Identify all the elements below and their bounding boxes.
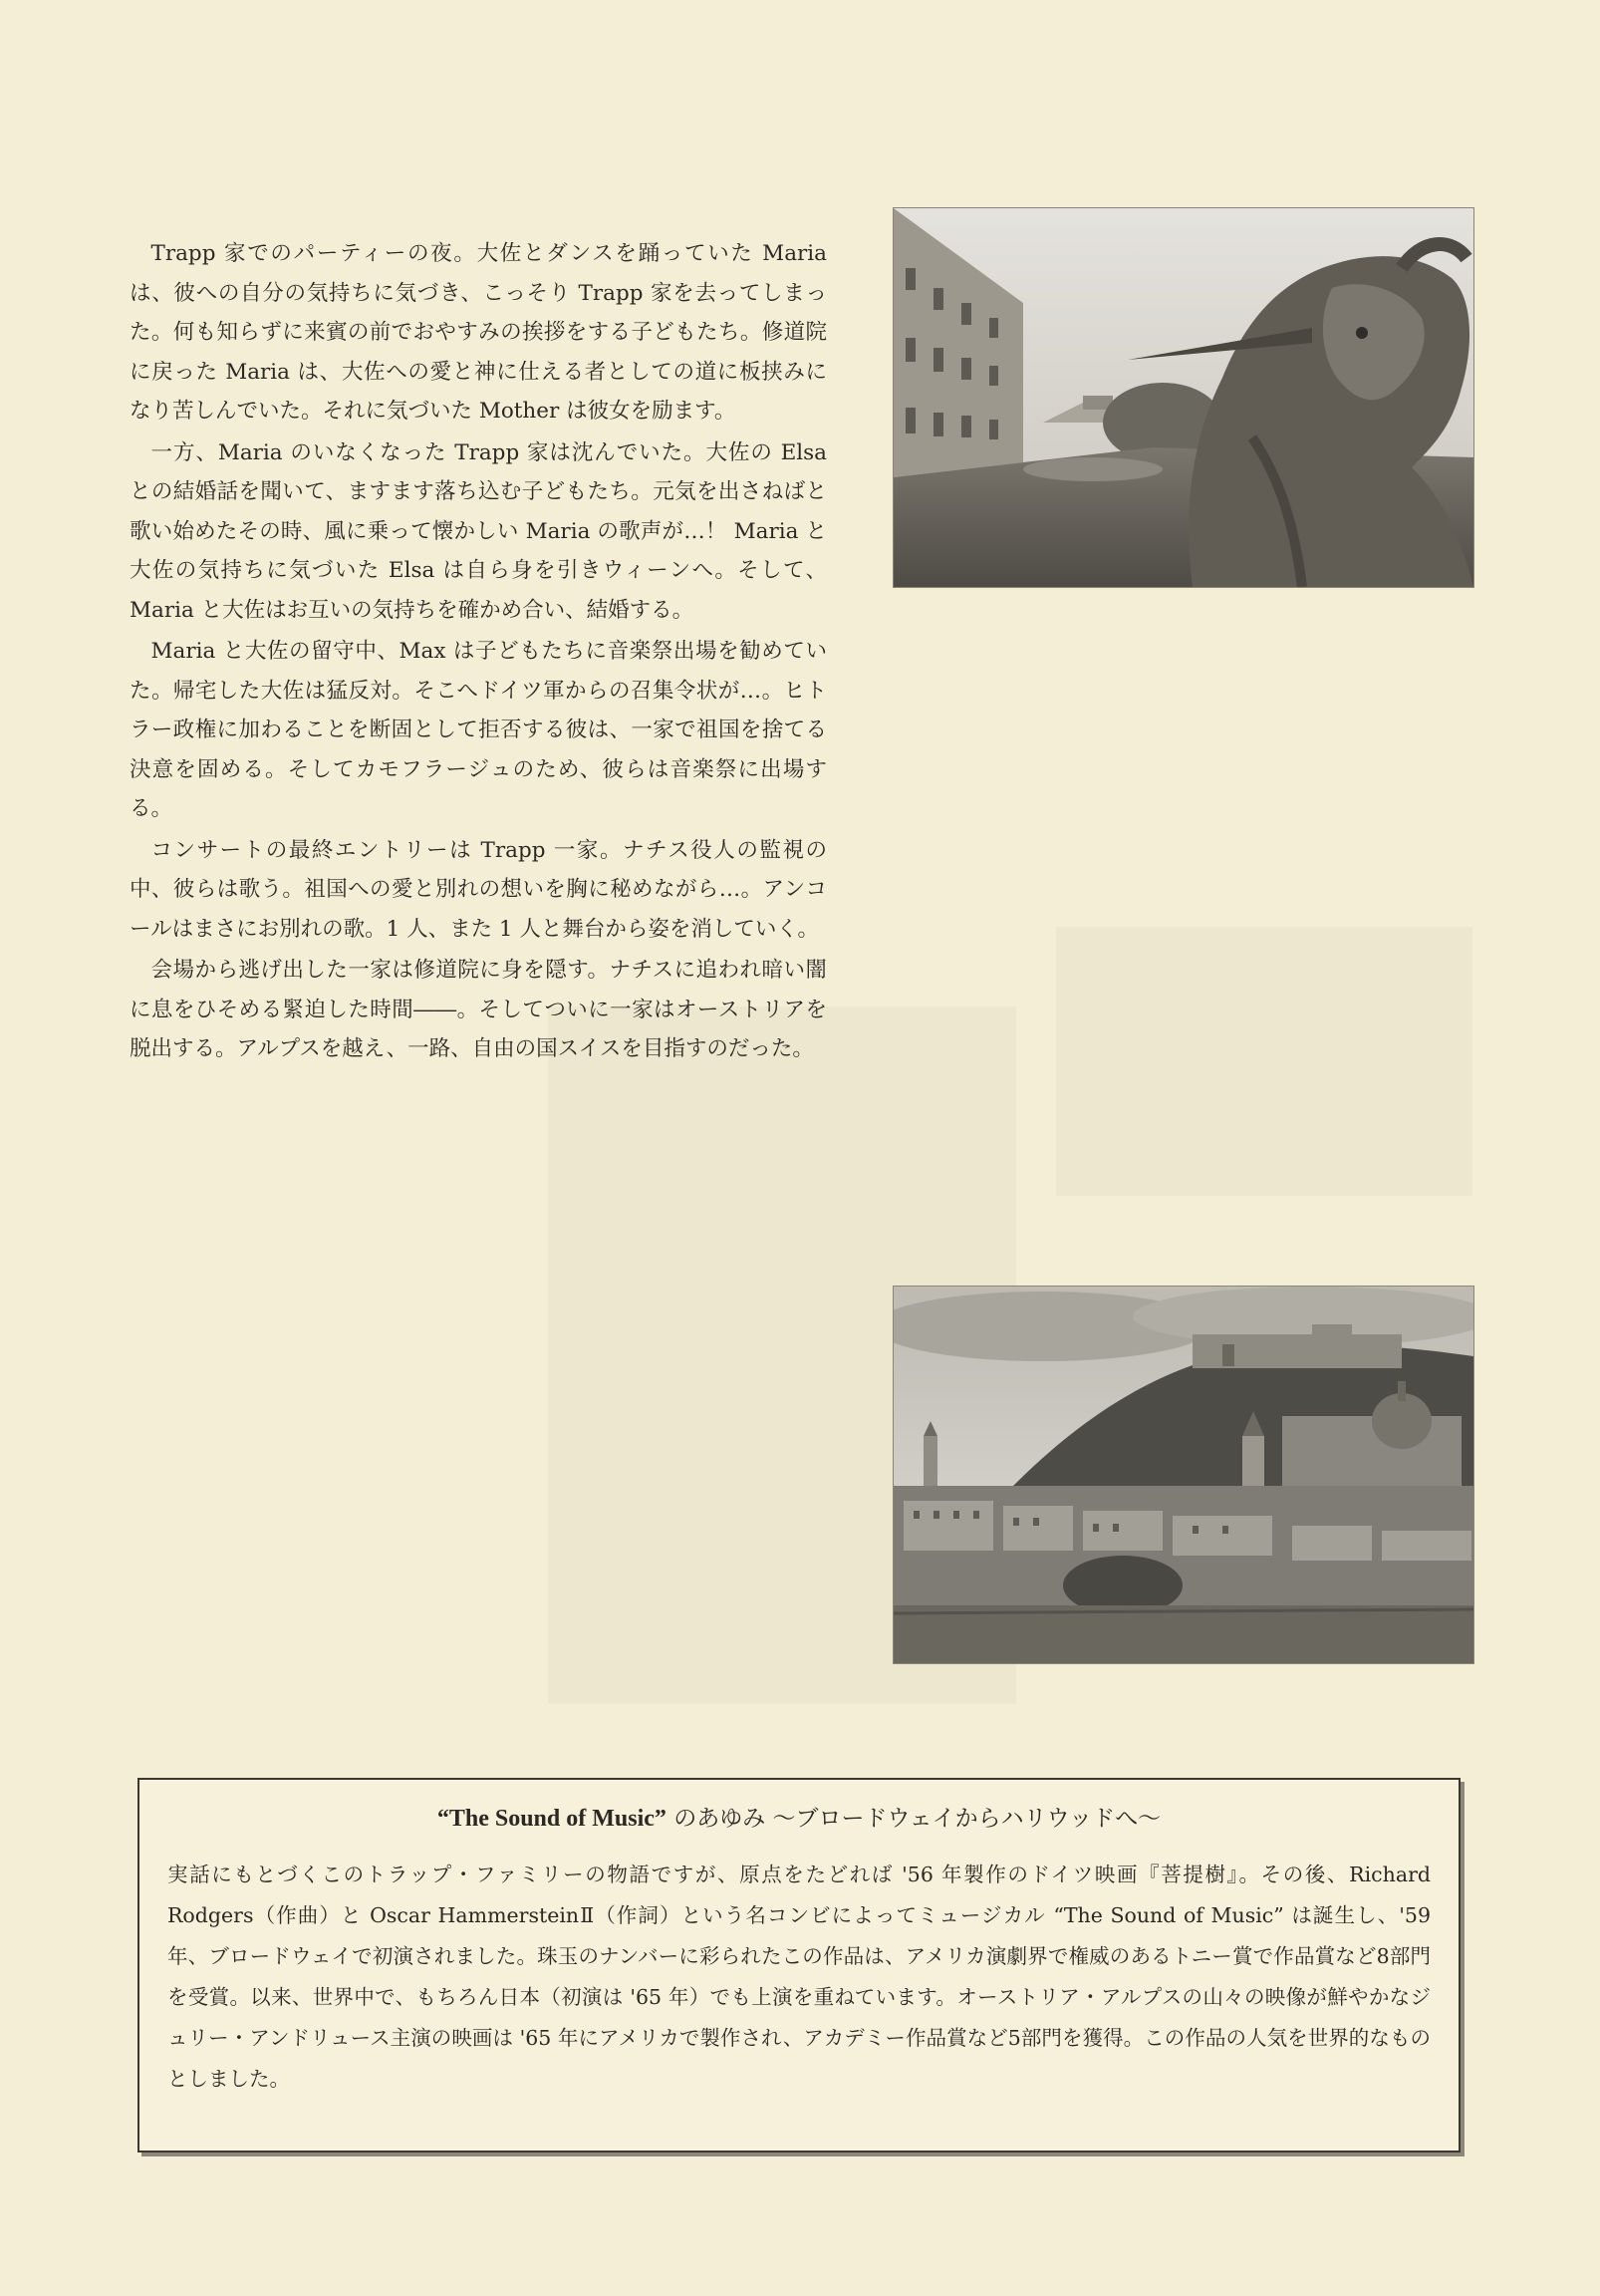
bleed-through-block <box>1056 927 1472 1196</box>
unicorn-statue-photo <box>893 207 1474 588</box>
synopsis-paragraph: 会場から逃げ出した一家は修道院に身を隠す。ナチスに追われ暗い闇に息をひそめる緊迫した時間――。そしてついに一家はオーストリアを脱出する。アルプスを越え、一路、自由の国スイスを目指すのだった。 <box>130 958 827 1061</box>
history-box-body: 実話にもとづくこのトラップ・ファミリーの物語ですが、原点をたどれば '56 年製作のドイツ映画『菩提樹』。その後、Richard Rodgers（作曲）と Oscar HammersteinⅡ（作詞）という名コンビによってミュージカル “The Sound of Music” は誕生し、'59 年、ブロードウェイで初演されました。珠玉のナンバーに彩られたこの作品は、アメリカ演劇界で権威のあるトニー賞で作品賞など8部門を受賞。以来、世界中で、もちろん日本（初演は '65 年）でも上演を重ねています。オーストリア・アルプスの山々の映像が鮮やかなジュリー・アンドリュース主演の映画は '65 年にアメリカで製作され、アカデミー作品賞など5部門を獲得。この作品の人気を世界的なものとしました。 <box>167 1863 1431 2091</box>
synopsis-paragraph: Trapp 家でのパーティーの夜。大佐とダンスを踊っていた Maria は、彼への自分の気持ちに気づき、こっそり Trapp 家を去ってしまった。何も知らずに来賓の前でおやすみの挨拶をする子どもたち。修道院に戻った Maria は、大佐への愛と神に仕える者としての道に板挟みになり苦しんでいた。それに気づいた Mother は彼女を励ます。 <box>130 241 827 424</box>
synopsis-paragraph: 一方、Maria のいなくなった Trapp 家は沈んでいた。大佐の Elsa との結婚話を聞いて、ますます落ち込む子どもたち。元気を出さねばと歌い始めたその時、風に乗って懐かしい Maria の歌声が…！ Maria と大佐の気持ちに気づいた Elsa は自ら身を引きウィーンへ。そして、Maria と大佐はお互いの気持ちを確かめ合い、結婚する。 <box>130 439 827 623</box>
history-title-japanese: のあゆみ ～ブロードウェイからハリウッドへ～ <box>673 1806 1162 1832</box>
salzburg-cityscape-photo <box>893 1286 1474 1664</box>
history-box <box>137 1778 1461 2152</box>
synopsis-paragraph: Maria と大佐の留守中、Max は子どもたちに音楽祭出場を勧めていた。帰宅した大佐は猛反対。そこへドイツ軍からの召集令状が…。ヒトラー政権に加わることを断固として拒否する彼は、一家で祖国を捨てる決意を固める。そしてカモフラージュのため、彼らは音楽祭に出場する。 <box>130 639 827 821</box>
synopsis-paragraph: コンサートの最終エントリーは Trapp 一家。ナチス役人の監視の中、彼らは歌う。祖国への愛と別れの想いを胸に秘めながら…。アンコールはまさにお別れの歌。1 人、また 1 人と舞台から姿を消していく。 <box>130 837 827 942</box>
history-title-english: “The Sound of Music” <box>436 1806 667 1832</box>
history-box-title <box>167 1800 1431 1833</box>
synopsis-text <box>130 234 827 1069</box>
